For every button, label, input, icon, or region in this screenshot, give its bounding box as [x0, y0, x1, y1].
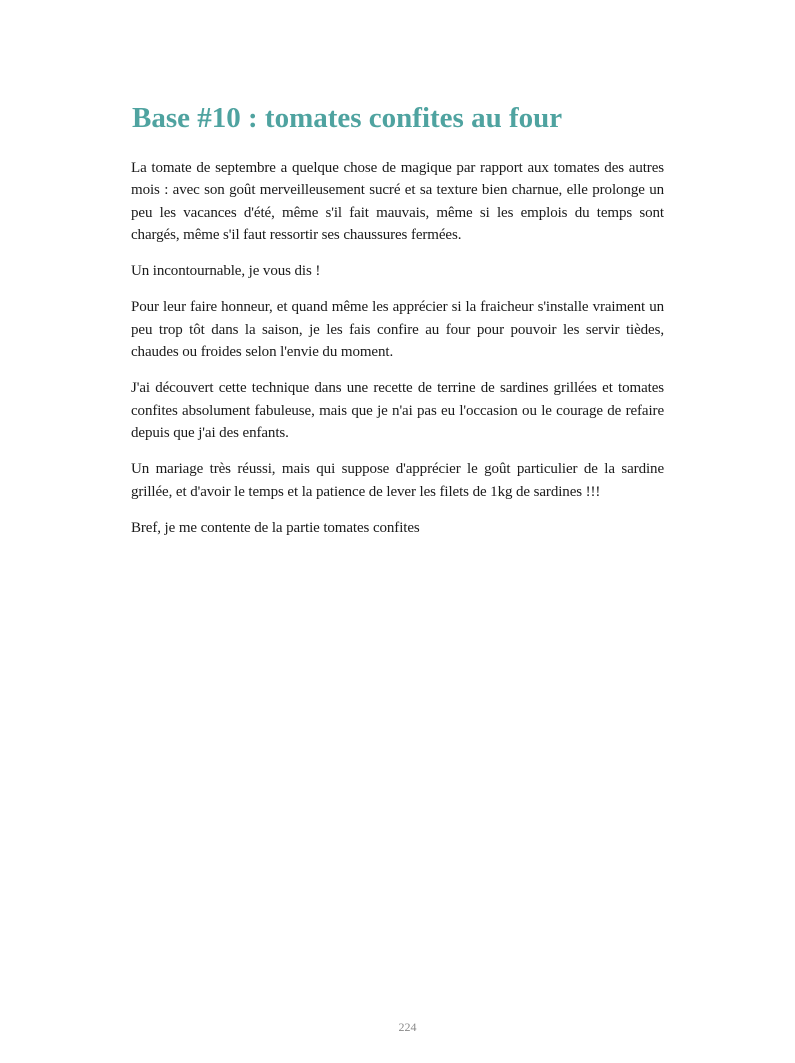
paragraph-incontournable: Un incontournable, je vous dis ! [131, 263, 321, 280]
page-title: Base #10 : tomates confites au four [132, 102, 563, 134]
paragraph-intro: La tomate de septembre a quelque chose de magique par rapport aux tomates des autres mois : avec son goût merveilleusement sucré et sa texture bien charnue, elle prolonge un peu les vacances d'été, même s'il fait mauvais, même si les emplois du temps sont chargés, même s'il faut ressortir ses chaussures fermées. [131, 160, 664, 243]
page-number: 224 [398, 1020, 417, 1034]
body-text [131, 157, 664, 553]
paragraph-bref: Bref, je me contente de la partie tomates confites [131, 519, 420, 536]
paragraph-technique: J'ai découvert cette technique dans une recette de terrine de sardines grillées et tomates confites absolument fabuleuse, mais que je n'ai pas eu l'occasion ou le courage de refaire depuis que j'ai des enfants. [131, 380, 664, 441]
paragraph-honneur: Pour leur faire honneur, et quand même les apprécier si la fraicheur s'installe vraiment un peu trop tôt dans la saison, je les fais confire au four pour pouvoir les servir tièdes, chaudes ou froides selon l'envie du moment. [131, 299, 664, 361]
paragraph-mariage: Un mariage très réussi, mais qui suppose d'apprécier le goût particulier de la sardine grillée, et d'avoir le temps et la patience de lever les filets de 1kg de sardines !!! [131, 461, 664, 500]
